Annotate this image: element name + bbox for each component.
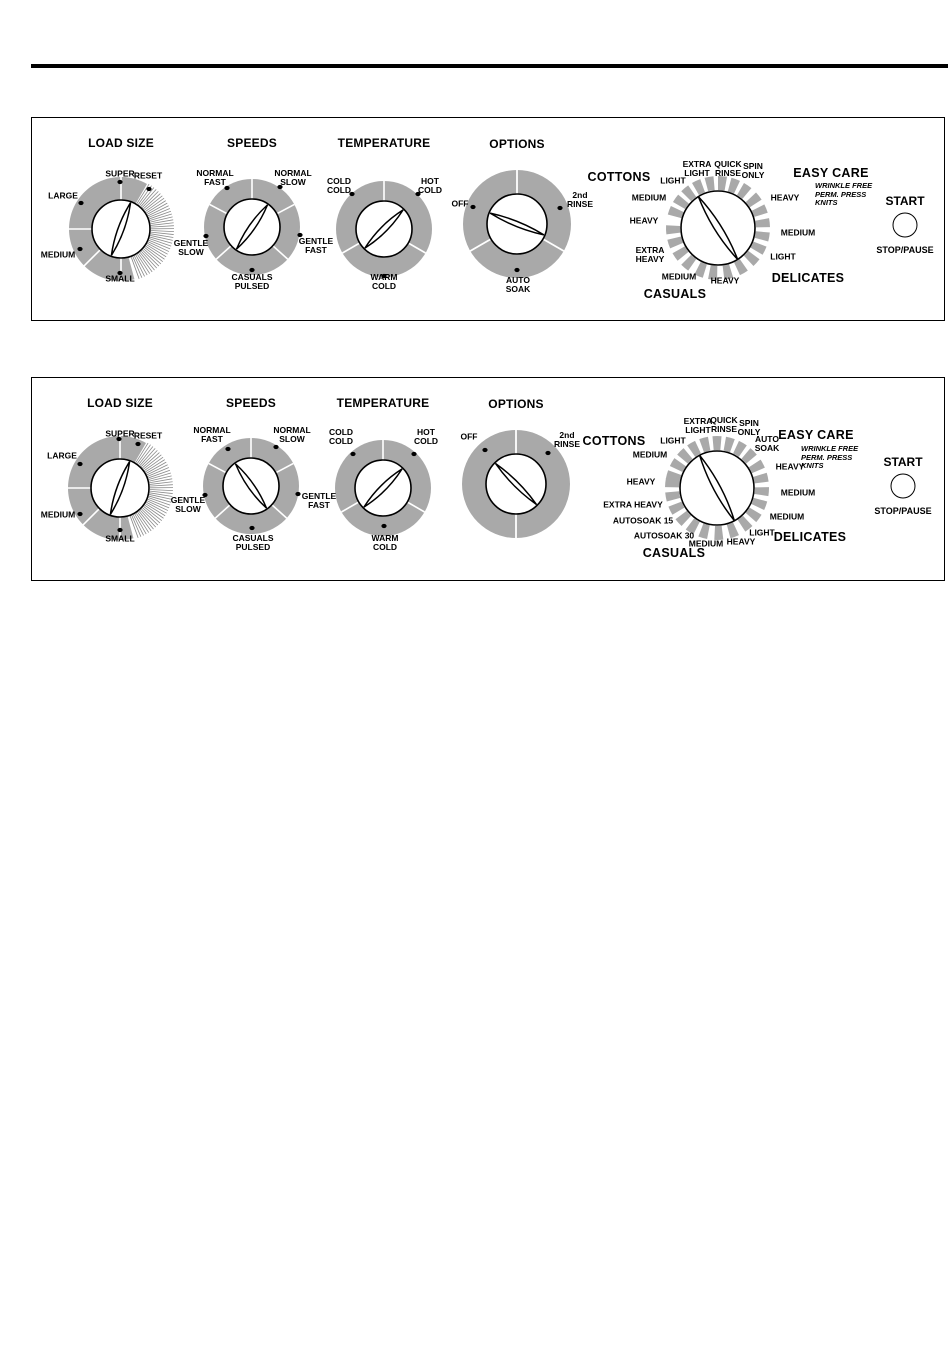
setting-dot <box>117 528 122 532</box>
setting-dot <box>135 442 140 446</box>
cycle-setting-block <box>673 246 689 260</box>
load-large-label: LARGE <box>47 450 77 461</box>
cycle-easy-care-heavy-label: HEAVY <box>775 461 805 472</box>
easy-care-heading: EASY CARE <box>778 428 854 442</box>
cycle-extra-heavy-label: EXTRA HEAVY <box>603 499 663 510</box>
load-medium-label: MEDIUM <box>40 249 76 260</box>
load-super-label: SUPER <box>105 168 135 179</box>
cycle-setting-block <box>665 491 680 501</box>
options-2nd-rinse-label: 2nd RINSE <box>567 190 593 209</box>
reset-tick <box>151 226 174 227</box>
cycle-setting-block <box>681 185 696 201</box>
cottons-heading: COTTONS <box>582 434 646 448</box>
temp-warm-cold-label: WARM COLD <box>370 272 398 291</box>
options-2nd-rinse-label: 2nd RINSE <box>554 430 580 449</box>
cycle-setting-block <box>677 448 692 463</box>
cycle-spin-only-label: SPIN ONLY <box>737 418 761 437</box>
setting-dot <box>117 180 122 184</box>
speed-casuals-pulsed-label: CASUALS PULSED <box>231 272 273 291</box>
cycle-setting-block <box>668 206 684 218</box>
speeds-title: SPEEDS <box>227 136 277 150</box>
cycle-setting-block <box>698 523 709 539</box>
control-panel-1 <box>31 117 945 321</box>
cycle-delicates-medium-label: MEDIUM <box>769 511 805 522</box>
load-size-title: LOAD SIZE <box>88 136 154 150</box>
cycle-setting-block <box>668 502 684 515</box>
cycle-cottons-heavy-label: HEAVY <box>629 215 659 226</box>
options-off-label: OFF <box>451 198 469 209</box>
speed-gentle-fast-label: GENTLE FAST <box>298 236 334 255</box>
temp-cold-cold-label: COLD COLD <box>326 176 352 195</box>
temperature-title: TEMPERATURE <box>337 136 431 150</box>
speed-normal-fast-label: NORMAL FAST <box>196 168 234 187</box>
cycle-cottons-heavy-label: HEAVY <box>626 476 656 487</box>
cottons-heading: COTTONS <box>587 170 651 184</box>
setting-dot <box>77 462 82 466</box>
cycle-cottons-medium-label: MEDIUM <box>632 449 668 460</box>
cycle-setting-block <box>724 437 735 453</box>
casuals-heading: CASUALS <box>643 287 707 301</box>
reset-tick <box>136 255 147 275</box>
start-label: START <box>885 194 925 208</box>
reset-tick <box>151 230 174 231</box>
cycle-setting-block <box>673 195 689 209</box>
reset-tick <box>147 243 167 254</box>
cycle-setting-block <box>755 487 769 496</box>
speed-casuals-pulsed-label: CASUALS PULSED <box>232 533 274 552</box>
start-label: START <box>883 455 923 469</box>
reset-tick <box>147 203 167 214</box>
start-button[interactable] <box>893 213 918 238</box>
load-medium-label: MEDIUM <box>40 509 76 520</box>
stop-pause-label: STOP/PAUSE <box>874 506 932 516</box>
speeds-dial[interactable] <box>204 179 300 275</box>
setting-dot <box>295 492 300 496</box>
setting-dot <box>470 205 475 209</box>
options-off-label: OFF <box>460 431 478 442</box>
cycle-quick-rinse-label: QUICK RINSE <box>710 415 738 434</box>
control-panel-2 <box>31 377 945 581</box>
cycle-extra-heavy-label: EXTRA HEAVY <box>635 245 665 264</box>
cycle-setting-block <box>692 179 705 195</box>
cycle-casuals-heavy-label: HEAVY <box>726 536 756 547</box>
setting-dot <box>381 524 386 528</box>
cycle-setting-block <box>734 259 748 275</box>
cycle-setting-block <box>718 176 727 191</box>
cycle-setting-block <box>737 183 751 199</box>
cycle-dial[interactable] <box>665 436 769 540</box>
cycle-setting-block <box>667 237 683 249</box>
setting-dot <box>545 451 550 455</box>
cycle-extra-light-label: EXTRA LIGHT <box>682 159 712 178</box>
cycle-extra-light-label: EXTRA LIGHT <box>683 416 713 435</box>
setting-dot <box>146 187 151 191</box>
temp-hot-cold-label: HOT COLD <box>417 176 443 195</box>
speed-normal-slow-label: NORMAL SLOW <box>273 425 311 444</box>
cycle-auto-soak-label: AUTO SOAK <box>754 434 780 453</box>
setting-dot <box>557 206 562 210</box>
cycle-setting-block <box>694 262 706 278</box>
cycle-setting-block <box>670 458 686 472</box>
reset-tick <box>146 462 166 473</box>
cycle-setting-block <box>746 193 762 208</box>
cycle-setting-block <box>755 218 770 227</box>
cycle-setting-block <box>666 225 680 234</box>
load-small-label: SMALL <box>105 533 135 544</box>
stop-pause-label: STOP/PAUSE <box>876 245 934 255</box>
cycle-delicates-light-label: LIGHT <box>770 251 796 262</box>
setting-dot <box>249 526 254 530</box>
cycle-casuals-medium-label: MEDIUM <box>661 271 697 282</box>
cycle-setting-block <box>749 460 765 473</box>
load-small-label: SMALL <box>105 273 135 284</box>
cycle-setting-block <box>681 255 696 271</box>
cycle-light-label: LIGHT <box>660 435 686 446</box>
cycle-setting-block <box>705 176 715 191</box>
cycle-setting-block <box>751 498 767 510</box>
options-dial[interactable] <box>463 170 571 278</box>
speed-gentle-slow-label: GENTLE SLOW <box>170 495 206 514</box>
cycle-setting-block <box>699 437 710 453</box>
reset-tick <box>147 245 167 257</box>
temp-cold-cold-label: COLD COLD <box>328 427 354 446</box>
delicates-heading: DELICATES <box>771 271 845 285</box>
cycle-delicates-light-label: LIGHT <box>749 527 775 538</box>
setting-dot <box>77 512 82 516</box>
cycle-setting-block <box>687 441 701 457</box>
temperature-title: TEMPERATURE <box>336 396 430 410</box>
reset-tick <box>146 504 166 516</box>
load-size-title: LOAD SIZE <box>87 396 153 410</box>
cycle-easy-care-medium-label: MEDIUM <box>780 487 816 498</box>
cycle-cottons-medium-label: MEDIUM <box>631 192 667 203</box>
setting-dot <box>273 445 278 449</box>
easy-care-heading: EASY CARE <box>793 166 869 180</box>
cycle-casuals-heavy-label: HEAVY <box>710 275 740 286</box>
cycle-dial[interactable] <box>666 176 770 280</box>
easy-care-subtitle: WRINKLE FREE PERM. PRESS KNITS <box>815 181 873 207</box>
cycle-autosoak30-label: AUTOSOAK 30 <box>633 530 695 541</box>
start-button[interactable] <box>891 474 916 499</box>
cycle-easy-care-heavy-label: HEAVY <box>770 192 800 203</box>
setting-dot <box>225 447 230 451</box>
cycle-casuals-medium-label: MEDIUM <box>688 538 724 549</box>
easy-care-subtitle: WRINKLE FREE PERM. PRESS KNITS <box>801 444 859 470</box>
load-large-label: LARGE <box>48 190 78 201</box>
cycle-setting-block <box>744 251 760 266</box>
speed-gentle-fast-label: GENTLE FAST <box>301 491 337 510</box>
reset-tick <box>135 514 146 534</box>
options-title: OPTIONS <box>489 137 545 151</box>
cycle-autosoak15-label: AUTOSOAK 15 <box>612 515 674 526</box>
cycle-setting-block <box>675 511 691 526</box>
setting-dot <box>350 452 355 456</box>
setting-dot <box>78 201 83 205</box>
reset-tick <box>150 485 173 486</box>
load-size-dial[interactable] <box>67 435 173 541</box>
load-reset-label: RESET <box>133 430 163 441</box>
cycle-setting-block <box>751 242 767 255</box>
options-auto-soak-label: AUTO SOAK <box>505 275 531 294</box>
setting-dot <box>514 268 519 272</box>
reset-tick <box>150 489 173 490</box>
load-reset-label: RESET <box>133 170 163 181</box>
cycle-setting-block <box>753 473 768 484</box>
speed-normal-fast-label: NORMAL FAST <box>193 425 231 444</box>
reset-tick <box>146 502 166 513</box>
temp-warm-cold-label: WARM COLD <box>371 533 399 552</box>
top-rule <box>31 64 948 68</box>
load-super-label: SUPER <box>105 428 135 439</box>
speeds-dial[interactable] <box>203 438 299 534</box>
load-size-dial[interactable] <box>68 176 174 282</box>
setting-dot <box>411 452 416 456</box>
temperature-dial[interactable] <box>335 440 431 536</box>
cycle-setting-block <box>733 441 747 457</box>
speed-normal-slow-label: NORMAL SLOW <box>274 168 312 187</box>
speeds-title: SPEEDS <box>226 396 276 410</box>
cycle-setting-block <box>752 204 768 216</box>
setting-dot <box>77 247 82 251</box>
cycle-light-label: LIGHT <box>660 175 686 186</box>
cycle-easy-care-medium-label: MEDIUM <box>780 227 816 238</box>
delicates-heading: DELICATES <box>773 530 847 544</box>
cycle-setting-block <box>746 508 762 523</box>
options-title: OPTIONS <box>488 397 544 411</box>
speed-gentle-slow-label: GENTLE SLOW <box>173 238 209 257</box>
setting-dot <box>482 448 487 452</box>
temp-hot-cold-label: HOT COLD <box>413 427 439 446</box>
cycle-setting-block <box>728 178 740 194</box>
cycle-quick-rinse-label: QUICK RINSE <box>714 159 742 178</box>
casuals-heading: CASUALS <box>642 546 706 560</box>
cycle-setting-block <box>712 436 721 450</box>
cycle-setting-block <box>755 231 770 241</box>
cycle-spin-only-label: SPIN ONLY <box>741 161 765 180</box>
